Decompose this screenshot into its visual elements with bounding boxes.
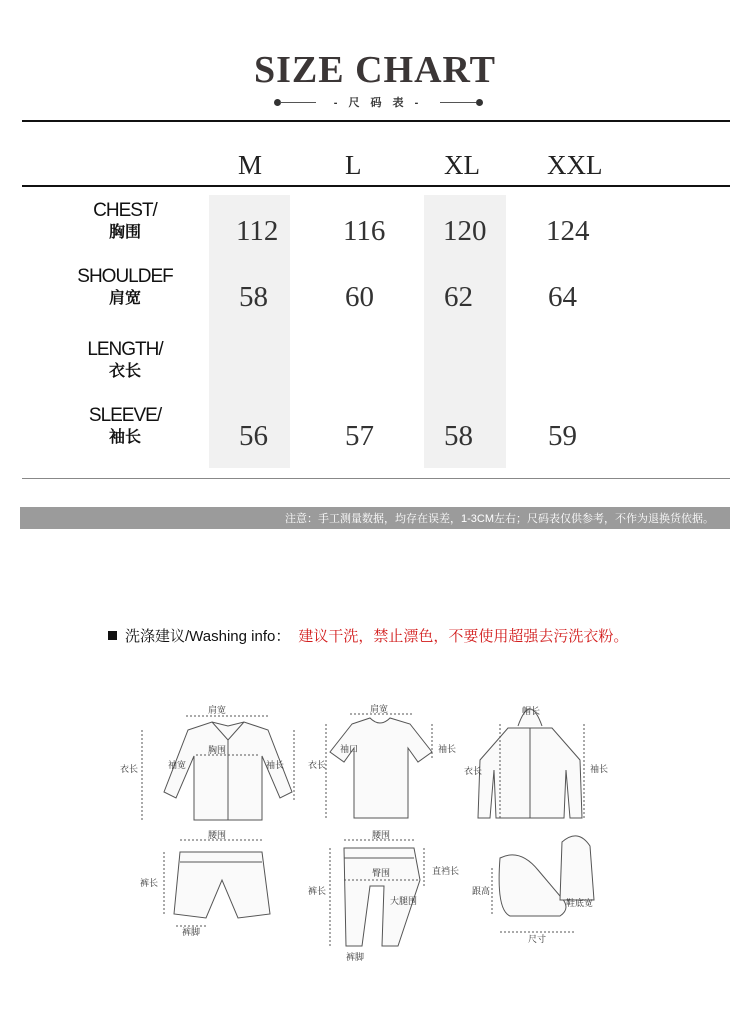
row-label-cn: 肩宽: [108, 290, 141, 307]
trousers-diagram-icon: [330, 840, 424, 946]
label-shorts-hem: 裤脚: [182, 928, 201, 938]
table-cell: 58: [444, 420, 473, 452]
washing-label: 洗涤建议/Washing info：: [125, 628, 291, 645]
label-trousers-rise: 直裆长: [432, 867, 460, 877]
label-shoes-width: 鞋底宽: [566, 899, 594, 909]
label-shoes-heel: 跟高: [472, 887, 491, 897]
label-trousers-waist: 腰围: [372, 831, 391, 841]
label-shirt-chest: 胸围: [208, 746, 227, 756]
label-shorts-waist: 腰围: [208, 831, 227, 841]
table-cell: 124: [546, 215, 590, 247]
table-cell: 58: [239, 281, 268, 313]
row-label-en: SLEEVE/: [88, 405, 162, 426]
table-cell: 59: [548, 420, 577, 452]
row-label-cn: 袖长: [108, 429, 141, 446]
label-shorts-length: 裤长: [140, 879, 159, 889]
table-cell: 62: [444, 281, 473, 313]
table-cell: 60: [345, 281, 374, 313]
table-cell: 120: [443, 215, 487, 247]
label-trousers-thigh: 大腿围: [390, 897, 418, 907]
label-shirt-sleeve: 袖长: [266, 761, 285, 771]
tshirt-diagram-icon: [326, 714, 432, 818]
shorts-diagram-icon: [164, 840, 270, 926]
hoodie-diagram-icon: [478, 709, 584, 818]
label-shirt-length: 衣长: [120, 765, 139, 775]
column-header-xl: XL: [444, 150, 480, 180]
subtitle: - 尺 码 表 -: [333, 97, 423, 109]
label-tshirt-cuff: 袖口: [340, 745, 359, 755]
label-hoodie-length: 衣长: [464, 767, 483, 777]
table-cell: 116: [343, 215, 386, 247]
table-cell: 57: [345, 420, 374, 452]
row-label-en: CHEST/: [93, 200, 157, 221]
washing-advice: 建议干洗，禁止漂色，不要使用超强去污洗衣粉。: [298, 628, 629, 645]
label-trousers-hem: 裤脚: [346, 953, 365, 963]
label-hoodie-sleeve: 袖长: [590, 765, 609, 775]
label-shoes-size: 尺寸: [528, 935, 547, 945]
table-cell: 112: [236, 215, 279, 247]
row-label-en: LENGTH/: [87, 339, 163, 360]
label-hoodie-hat: 帽长: [522, 707, 541, 717]
label-shirt-bust: 袖宽: [168, 761, 187, 771]
page-title: SIZE CHART: [253, 49, 496, 91]
label-trousers-length: 裤长: [308, 887, 327, 897]
label-shirt-shoulder: 肩宽: [208, 706, 227, 716]
row-label-cn: 衣长: [108, 363, 141, 380]
label-tshirt-sleeve: 袖长: [438, 745, 457, 755]
table-cell: 56: [239, 420, 268, 452]
column-header-xxl: XXL: [547, 150, 603, 180]
shoes-diagram-icon: [492, 836, 594, 932]
measurement-note: 注意：手工测量数据，均存在误差，1-3CM左右；尺码表仅供参考，不作为退换货依据。: [284, 513, 714, 525]
column-header-m: M: [238, 150, 263, 180]
label-trousers-hip: 臀围: [372, 869, 391, 879]
row-label-cn: 胸围: [108, 224, 141, 241]
row-label-en: SHOULDEF: [77, 266, 173, 287]
table-cell: 64: [548, 281, 577, 313]
label-tshirt-shoulder: 肩宽: [370, 705, 389, 715]
column-header-l: L: [345, 150, 362, 180]
label-tshirt-length: 衣长: [308, 761, 327, 771]
